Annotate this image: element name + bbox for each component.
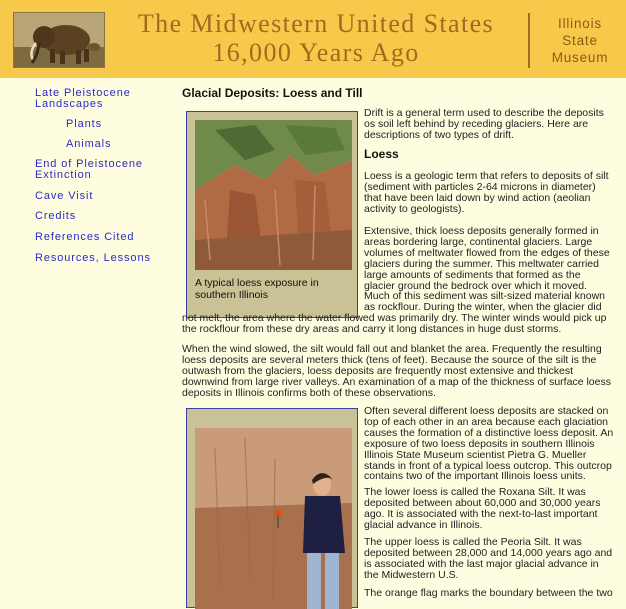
museum-name-line1: Illinois	[558, 16, 602, 31]
paragraph-stacked-deposits: Often several different loess deposits are stacked on top of each other in an area because each glaciation causes the formation of a distinctive loess deposit. An exposure of two loess deposits in southern Illinois Illinois State Museum scientist Pietra G. Mueller stands in front of a typical loess outcrop. This outcrop contains two of the important Illinois loess units.	[364, 405, 614, 483]
paragraph-orange-flag: The orange flag marks the boundary between the two	[364, 587, 613, 599]
site-title-line1: The Midwestern United States	[137, 9, 495, 38]
paragraph-extensive-deposits-text: Extensive, thick loess deposits generally formed in areas bordering large, continental glaciers. Large volumes of meltwater flowed from the edges of these glaciers during the summer. This meltwater carried large amounts of sediments that formed as the glacier ground the bedrock over which it moved. Much of this sediment was silt-sized material known as rockflour. During the winter, when the glacier did not melt, the area where the water flowed was primarily dry. The winter winds would pick up the rockflour from these dry areas and carry it long distances in huge dust storms.	[182, 225, 610, 336]
sidebar-item-animals[interactable]: Animals	[66, 138, 112, 150]
loess-heading: Loess	[364, 147, 399, 161]
sidebar-item-plants[interactable]: Plants	[66, 118, 102, 130]
two-loess-deposits-figure	[186, 408, 358, 608]
sidebar-item-credits[interactable]: Credits	[35, 210, 77, 222]
site-header	[0, 0, 626, 78]
museum-name[interactable]	[536, 15, 624, 66]
museum-name-line3: Museum	[551, 50, 609, 65]
sidebar-item-references-cited[interactable]: References Cited	[35, 231, 135, 243]
figure1-caption: A typical loess exposure in southern Illinois	[195, 277, 319, 301]
two-loess-deposits-photo[interactable]	[195, 428, 352, 609]
museum-name-line2: State	[562, 33, 598, 48]
paragraph-extensive-deposits	[182, 226, 614, 335]
page-heading: Glacial Deposits: Loess and Till	[182, 86, 363, 100]
paragraph-roxana-silt: The lower loess is called the Roxana Silt. It was deposited between about 60,000 and 30,000 years ago. It is associated with the next-to-last important glacial advance in Illinois.	[364, 486, 601, 531]
sidebar-item-late-pleistocene-landscapes[interactable]: Late Pleistocene Landscapes	[35, 87, 131, 110]
site-title	[105, 9, 527, 67]
intro-paragraph: Drift is a general term used to describe the deposits os soil left behind by receding glaciers. Here are descriptions of two types of drift.	[364, 107, 604, 141]
paragraph-silt-blanket: When the wind slowed, the silt would fall out and blanket the area. Frequently the resulting loess deposits are several meters thick (tens of feet). Because the source of the silt is the outwash from the glaciers, loess deposits are frequently most extensive and thickest downwind from large river valleys. An examination of a map of the thickness of surface loess deposits in Illinois confirms both of these observations.	[182, 343, 611, 399]
sidebar-item-resources-lessons[interactable]: Resources, Lessons	[35, 252, 151, 264]
site-title-line2: 16,000 Years Ago	[212, 38, 420, 67]
paragraph-peoria-silt: The upper loess is called the Peoria Silt. It was deposited between 28,000 and 14,000 years ago and is associated with the last major glacial advance in the Midwestern U.S.	[364, 536, 613, 581]
header-divider	[528, 13, 530, 68]
sidebar-item-cave-visit[interactable]: Cave Visit	[35, 190, 94, 202]
paragraph-loess-definition: Loess is a geologic term that refers to deposits of silt (sediment with particles 2-64 microns in diameter) that have been laid down by wind action (aeolian activity to geologists).	[364, 170, 609, 215]
mammoth-logo-image[interactable]	[13, 12, 105, 68]
sidebar-item-end-of-pleistocene-extinction[interactable]: End of Pleistocene Extinction	[35, 158, 143, 181]
